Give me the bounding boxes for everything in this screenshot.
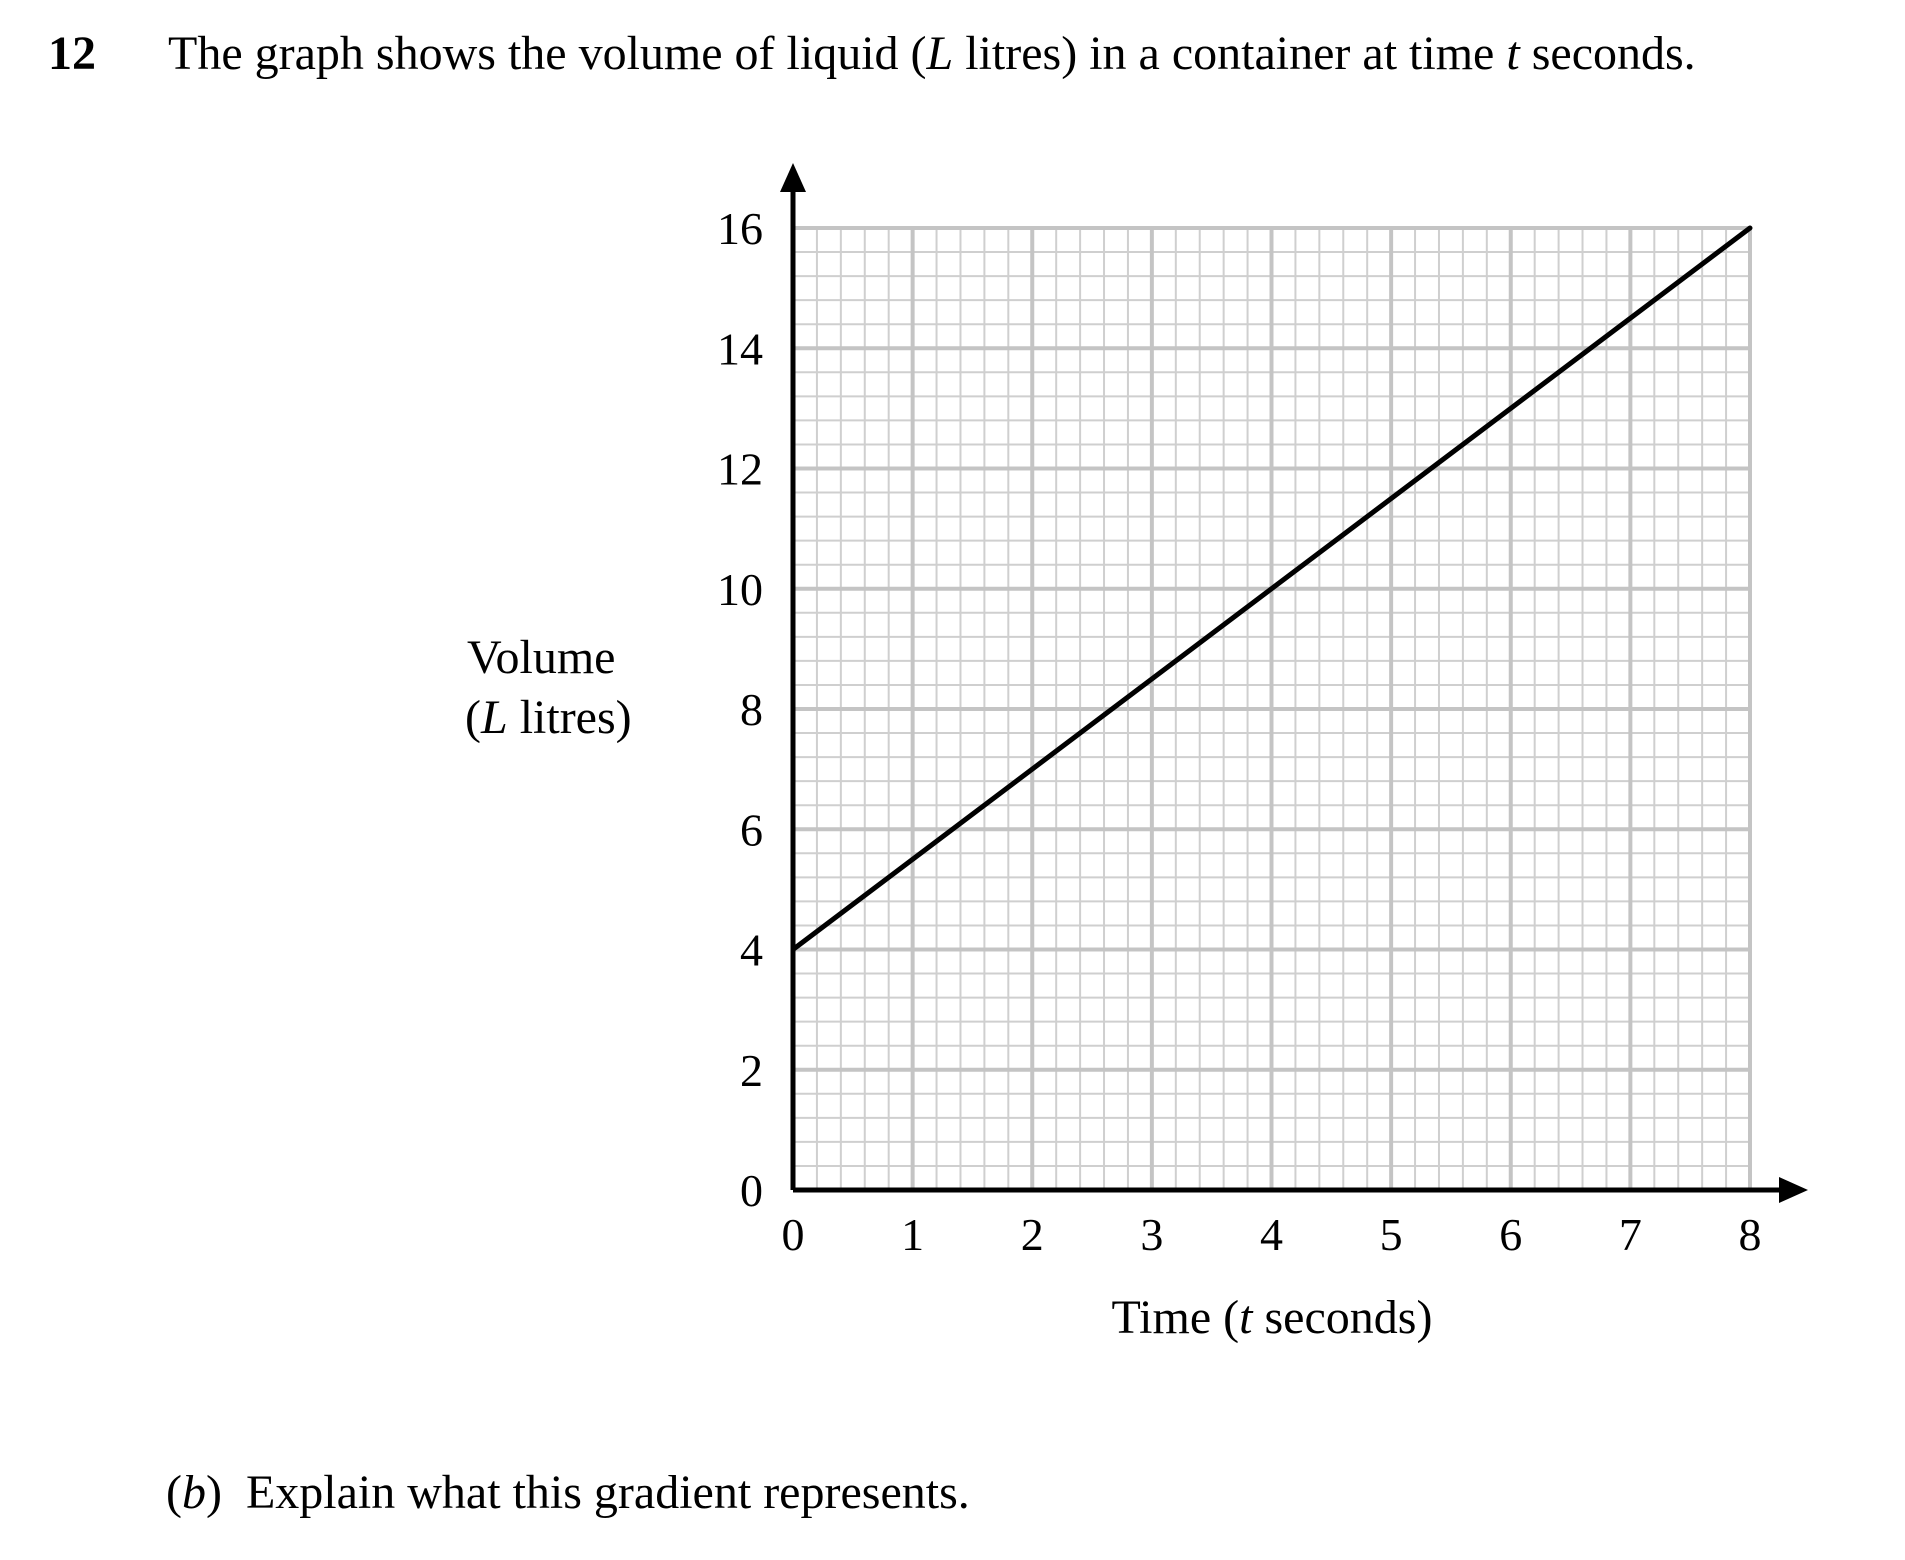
y-tick-label: 6 xyxy=(740,804,763,856)
question-text-var-l: L xyxy=(926,27,954,80)
y-axis-label-line2-part: litres) xyxy=(507,691,632,744)
x-tick-label: 0 xyxy=(781,1209,805,1260)
part-b-label-part: ) xyxy=(205,1466,222,1519)
part-b-label xyxy=(166,1466,222,1519)
part-b-question xyxy=(166,1465,970,1520)
y-tick-label: 14 xyxy=(717,323,763,375)
y-axis-label-line2-part: ( xyxy=(465,691,481,744)
y-axis-label-line1-part: Volume xyxy=(467,631,616,684)
x-tick-label: 4 xyxy=(1260,1209,1283,1260)
part-b-label-part: ( xyxy=(166,1466,182,1519)
question-text-var-t: t xyxy=(1506,27,1520,80)
x-tick-label: 2 xyxy=(1020,1209,1044,1260)
question-text-part: seconds. xyxy=(1519,27,1696,80)
y-tick-label: 12 xyxy=(717,443,763,495)
x-axis-label-part: seconds) xyxy=(1252,1291,1433,1344)
x-axis-label-part: t xyxy=(1239,1291,1253,1344)
y-axis-label-line2-part: L xyxy=(480,691,508,744)
x-axis-label xyxy=(1112,1291,1433,1344)
y-tick-label: 16 xyxy=(717,203,763,254)
x-axis-label-part: Time ( xyxy=(1111,1291,1240,1344)
x-tick-label: 8 xyxy=(1738,1209,1762,1260)
x-tick-label: 5 xyxy=(1379,1209,1403,1260)
y-axis-label-line2 xyxy=(465,691,632,744)
question-number: 12 xyxy=(48,27,96,80)
x-tick-label: 7 xyxy=(1618,1209,1642,1260)
x-tick-label: 6 xyxy=(1499,1209,1523,1260)
tick-labels xyxy=(717,203,1762,1260)
question-text-part: The graph shows the volume of liquid ( xyxy=(168,27,927,80)
y-tick-label: 0 xyxy=(740,1165,763,1216)
y-tick-label: 4 xyxy=(740,924,763,976)
y-tick-label: 10 xyxy=(717,563,763,615)
part-b-label-letter: b xyxy=(181,1466,206,1519)
y-tick-label: 2 xyxy=(740,1044,763,1096)
x-tick-label: 3 xyxy=(1140,1209,1164,1260)
y-tick-label: 8 xyxy=(740,684,763,735)
x-axis-arrow xyxy=(1779,1177,1808,1203)
y-axis-label-line1 xyxy=(467,631,615,684)
part-b-text: Explain what this gradient represents. xyxy=(245,1466,970,1519)
y-axis-arrow xyxy=(780,163,806,192)
question-text-part: litres) in a container at time xyxy=(953,27,1507,80)
axis-labels xyxy=(465,631,1432,1344)
x-tick-label: 1 xyxy=(901,1209,925,1260)
